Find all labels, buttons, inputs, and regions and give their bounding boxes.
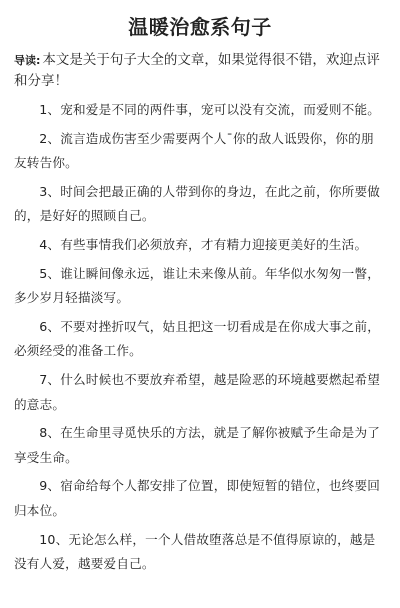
quote-item-5: 5、谁让瞬间像永远，谁让未来像从前。年华似水匆匆一瞥，多少岁月轻描淡写。 <box>14 265 381 306</box>
quote-item-1: 1、宠和爱是不同的两件事，宠可以没有交流，而爱则不能。 <box>39 102 381 117</box>
quote-item-6: 6、不要对挫折叹气，姑且把这一切看成是在你成大事之前，必须经受的准备工作。 <box>14 318 381 359</box>
quote-item-8: 8、在生命里寻觅快乐的方法，就是了解你被赋予生命是为了享受生命。 <box>14 425 381 465</box>
quote-item-3: 3、时间会把最正确的人带到你的身边，在此之前，你所要做的，是好好的照顾自己。 <box>14 183 381 224</box>
quote-item-4: 4、有些事情我们必须放弃，才有精力迎接更美好的生活。 <box>39 236 368 252</box>
quote-item-9: 9、宿命给每个人都安排了位置，即使短暂的错位，也终要回归本位。 <box>14 478 381 518</box>
intro-text: 本文是关于句子大全的文章，如果觉得很不错，欢迎点评和分享！ <box>14 52 380 89</box>
intro-paragraph <box>14 50 386 92</box>
page-title: 温暖治愈系句子 <box>128 15 272 39</box>
quote-item-7: 7、什么时候也不要放弃希望，越是险恶的环境越要燃起希望的意志。 <box>14 371 381 412</box>
intro-label: 导读: <box>14 54 41 67</box>
quote-item-10: 10、无论怎么样，一个人借故堕落总是不值得原谅的，越是没有人爱，越要爱自己。 <box>14 531 376 572</box>
quote-item-2: 2、流言造成伤害至少需要两个人¯你的敌人诋毁你，你的朋友转告你。 <box>14 130 374 171</box>
